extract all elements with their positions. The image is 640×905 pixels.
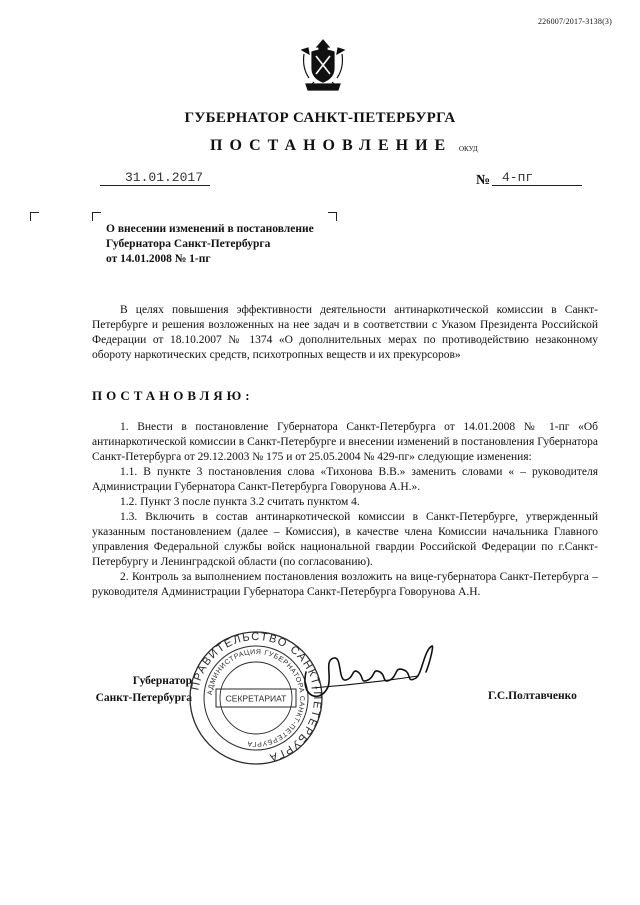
document-date: 31.01.2017 [125,170,204,185]
handwritten-signature [298,642,438,712]
document-type: ПОСТАНОВЛЕНИЕ [210,137,453,154]
stamp-inner-text: АДМИНИСТРАЦИЯ ГУБЕРНАТОРА САНКТ-ПЕТЕРБУРГА [207,648,306,748]
coat-of-arms-icon [300,38,346,94]
decree-item: 1.2. Пункт 3 после пункта 3.2 считать пунктом 4. [120,496,360,508]
decree-item: 1.1. В пункте 3 постановления слова «Тихонова В.В.» заменить словами « – руководителя Администрации Губернатора Санкт-Петербурга Говорунова А.Н.». [92,466,598,493]
subject-line: О внесении изменений в постановление [106,223,314,235]
stamp-center-text: СЕКРЕТАРИАТ [225,693,287,704]
stamp-outer-text: ПРАВИТЕЛЬСТВО САНКТ-ПЕТЕРБУРГА [189,630,324,764]
decree-item: 1.3. Включить в состав антинаркотической комиссии в Санкт-Петербурге, утвержденный указанным постановлением (далее – Комиссия), в качестве члена Комиссии начальника Главного управления Федеральной службы войск национальной гвардии Российской Федерации по г.Санкт-Петербургу и Ленинградской области (по согласованию). [92,511,598,568]
subject-line: Губернатора Санкт-Петербурга [106,238,271,250]
corner-mark [328,212,337,221]
decree-items [92,420,598,600]
preamble-text: В целях повышения эффективности деятельности антинаркотической комиссии в Санкт-Петербурге и решения возложенных на нее задач и в соответствии с Указом Президента Российской Федерации от 18.10.2007 № 1374 «О дополнительных мерах по противодействию незаконному обороту наркотических средств, психотропных веществ и их прекурсоров» [92,304,598,361]
document-number: 226007/2017-3138(3) [537,17,612,26]
signatory-title [92,673,192,707]
signatory-title-line: Губернатор [132,675,192,687]
corner-mark [92,212,101,221]
okud-label: ОКУД [459,145,478,153]
document-subject [106,222,366,267]
subject-line: от 14.01.2008 № 1-пг [106,253,211,265]
decree-item: 1. Внести в постановление Губернатора Санкт-Петербурга от 14.01.2008 № 1-пг «Об антинаркотической комиссии в Санкт-Петербурге и внесении изменений в постановления Губернатора Санкт-Петербурга от 29.12.2003 № 175 и от 25.05.2004 № 429-пг» следующие изменения: [92,421,598,463]
signatory-name: Г.С.Полтавченко [488,690,577,702]
signatory-title-line: Санкт-Петербурга [95,692,192,704]
decree-word: ПОСТАНОВЛЯЮ: [92,388,254,403]
preamble [92,303,598,363]
authority-title: ГУБЕРНАТОР САНКТ-ПЕТЕРБУРГА [184,110,456,126]
corner-mark [30,212,39,221]
document-number-value: 4-пг [502,170,534,185]
number-label: № [476,173,491,188]
decree-item: 2. Контроль за выполнением постановления возложить на вице-губернатора Санкт-Петербурга – руководителя Администрации Губернатора Санкт-Петербурга Говорунова А.Н. [92,571,598,598]
number-underline [492,185,582,186]
date-underline [100,185,210,186]
